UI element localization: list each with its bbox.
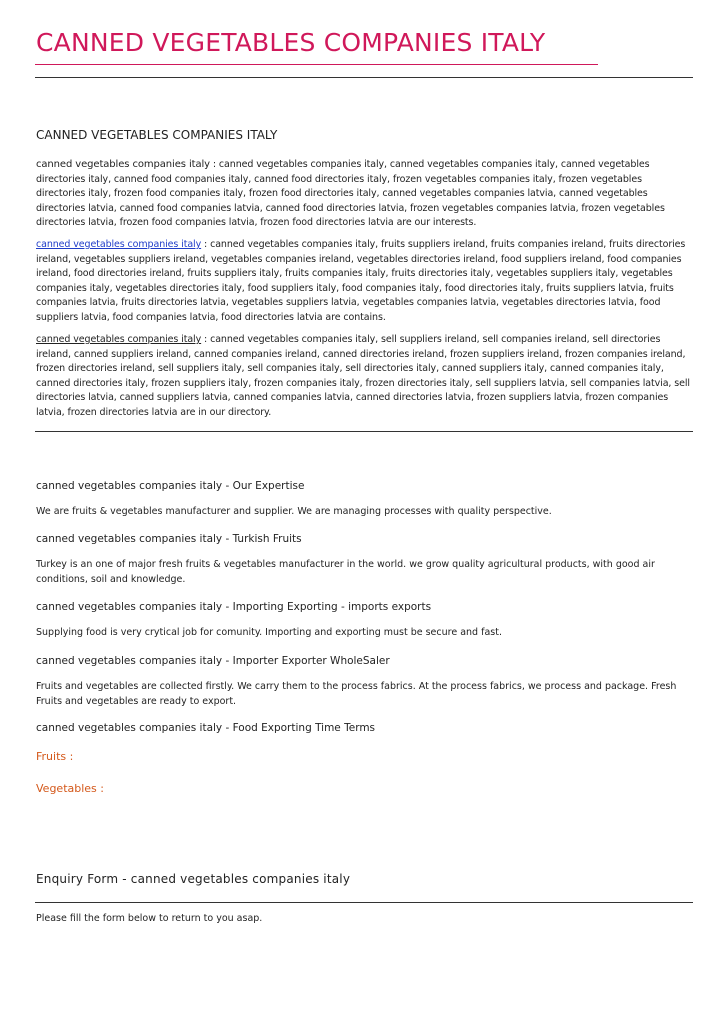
section-heading: canned vegetables companies italy - Importer Exporter WholeSaler	[36, 655, 390, 667]
category-vegetables	[36, 782, 692, 795]
section-importing-exporting	[36, 601, 692, 640]
paragraph-lead-link[interactable]: canned vegetables companies italy	[36, 334, 202, 345]
paragraph-body: : canned vegetables companies italy, fruits suppliers ireland, fruits companies ireland, fruits directories ireland, vegetables suppliers ireland, vegetables companies ireland, vegetables directories ireland, food suppliers ireland, food companies ireland, food directories ireland, fruits suppliers italy, fruits companies italy, fruits directories italy, vegetables suppliers italy, vegetables companies italy, vegetables directories italy, food suppliers italy, food companies italy, food directories italy, fruits suppliers latvia, fruits companies latvia, fruits directories latvia, vegetables suppliers latvia, vegetables companies latvia, vegetables directories latvia, food suppliers latvia, food companies latvia, food directories latvia are contains.	[36, 239, 686, 323]
section-wholesaler	[36, 655, 692, 709]
paragraph-lead-link[interactable]: canned vegetables companies italy	[36, 239, 202, 250]
paragraph-body: : canned vegetables companies italy, canned vegetables companies italy, canned vegetables directories italy, canned food companies italy, canned food directories italy, frozen vegetables companies italy, frozen vegetables directories italy, frozen food companies italy, frozen food directories italy, canned vegetables companies latvia, canned vegetables directories latvia, canned food companies latvia, canned food directories latvia, frozen vegetables companies latvia, frozen vegetables directories latvia, frozen food companies latvia, frozen food directories latvia are our interests.	[36, 159, 665, 228]
intro-divider	[35, 431, 693, 432]
enquiry-heading: Enquiry Form - canned vegetables companies italy	[36, 872, 351, 886]
enquiry-divider	[35, 902, 693, 903]
category-fruits-label: Fruits :	[36, 750, 74, 763]
header-divider	[35, 77, 693, 78]
enquiry-heading-block	[36, 872, 692, 886]
section-text: We are fruits & vegetables manufacturer and supplier. We are managing processes with quality perspective.	[36, 506, 552, 517]
section-text: Fruits and vegetables are collected firstly. We carry them to the process fabrics. At the process fabrics, we process and package. Fresh Fruits and vegetables are ready to export.	[36, 681, 677, 707]
intro-paragraph-2	[36, 238, 692, 325]
page-title: CANNED VEGETABLES COMPANIES ITALY	[36, 28, 546, 57]
section-text: Turkey is an one of major fresh fruits & vegetables manufacturer in the world. we grow quality agricultural products, with good air conditions, soil and knowledge.	[36, 559, 655, 585]
enquiry-text: Please fill the form below to return to you asap.	[36, 913, 263, 924]
section-time-terms	[36, 722, 692, 734]
section-heading: canned vegetables companies italy - Our Expertise	[36, 480, 305, 492]
section-text: Supplying food is very crytical job for comunity. Importing and exporting must be secure and fast.	[36, 627, 502, 638]
enquiry-text-block	[36, 913, 692, 924]
intro-heading: CANNED VEGETABLES COMPANIES ITALY	[36, 128, 278, 142]
section-heading: canned vegetables companies italy - Importing Exporting - imports exports	[36, 601, 432, 613]
paragraph-lead: canned vegetables companies italy	[36, 159, 210, 170]
category-fruits	[36, 750, 692, 763]
section-expertise	[36, 480, 692, 519]
section-heading: canned vegetables companies italy - Turkish Fruits	[36, 533, 302, 545]
intro-paragraph-3	[36, 333, 692, 420]
title-underline	[35, 64, 598, 65]
section-heading: canned vegetables companies italy - Food Exporting Time Terms	[36, 722, 376, 734]
category-vegetables-label: Vegetables :	[36, 782, 104, 795]
section-turkish-fruits	[36, 533, 692, 587]
paragraph-body: : canned vegetables companies italy, sell suppliers ireland, sell companies ireland, sell directories ireland, canned suppliers ireland, canned companies ireland, canned directories ireland, frozen suppliers ireland, frozen companies ireland, frozen directories ireland, sell suppliers italy, sell companies italy, sell directories italy, canned suppliers italy, canned companies italy, canned directories italy, frozen suppliers italy, frozen companies italy, frozen directories italy, sell suppliers latvia, sell companies latvia, sell directories latvia, canned suppliers latvia, canned companies latvia, canned directories latvia, frozen suppliers latvia, frozen companies latvia, frozen directories latvia are in our directory.	[36, 334, 690, 418]
intro-paragraph-1	[36, 158, 692, 231]
intro-heading-block	[36, 128, 692, 142]
